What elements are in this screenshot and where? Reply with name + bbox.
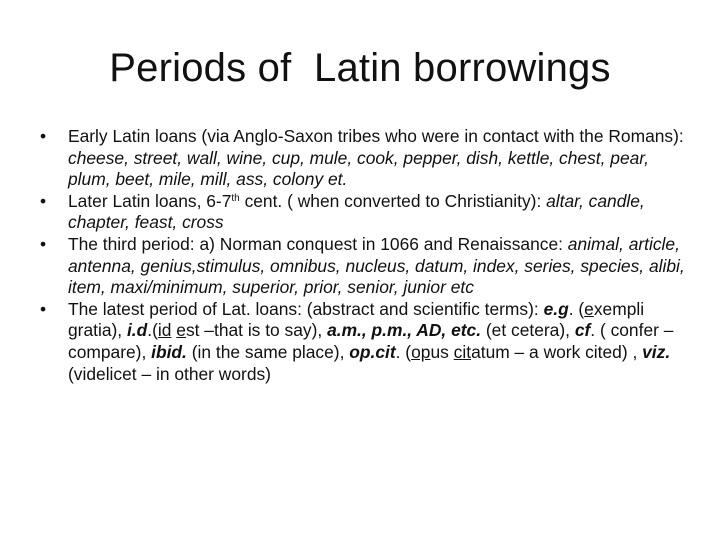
gloss-text: atum – a work cited) , bbox=[471, 341, 643, 362]
bullet-icon: • bbox=[39, 233, 47, 254]
bullet-item-latest-period bbox=[36, 299, 686, 385]
abbr-ibid: ibid. bbox=[151, 341, 187, 362]
bullet-examples: cheese, street, wall, wine, cup, mule, cook, pepper, dish, kettle, chest, pear, plum, beet, mile, mill, ass, colony et. bbox=[68, 147, 649, 190]
underlined-letter: g bbox=[68, 320, 78, 341]
slide-title bbox=[0, 40, 720, 96]
underlined-letter: id bbox=[157, 320, 172, 341]
bullet-item-third-period bbox=[36, 234, 686, 299]
gloss-text: st –that is to say), bbox=[185, 320, 328, 341]
underlined-letter: e bbox=[176, 320, 186, 341]
gloss-text: (videlicet – in other words) bbox=[68, 363, 271, 384]
abbr-cf: cf bbox=[574, 320, 591, 341]
abbr-eg: e.g bbox=[543, 298, 569, 319]
bullet-icon: • bbox=[39, 190, 47, 211]
abbr-viz: viz. bbox=[642, 341, 671, 362]
bullet-text bbox=[68, 191, 686, 234]
gloss-text: ratia), bbox=[77, 320, 127, 341]
punct: . ( bbox=[395, 341, 412, 362]
bullet-item-later-latin bbox=[36, 191, 686, 234]
bullet-lead: The latest period of Lat. loans: (abstract and scientific terms): bbox=[68, 298, 544, 319]
bullet-lead: The third period: a) Norman conquest in 1066 and Renaissance: bbox=[68, 233, 568, 254]
slide-title-text: Periods of Latin borrowings bbox=[109, 46, 611, 90]
bullet-examples: altar, candle, chapter, feast, cross bbox=[68, 190, 645, 233]
bullet-text bbox=[68, 299, 686, 385]
abbr-ie: i.d bbox=[126, 320, 148, 341]
bullet-examples: animal, article, antenna, genius,stimulus, omnibus, nucleus, datum, index, series, species, alibi, item, maxi/minimum, superior, prior, senior, junior etc bbox=[68, 233, 685, 298]
bullet-icon: • bbox=[39, 298, 47, 319]
underlined-letter: cit bbox=[453, 341, 472, 362]
punct: .( bbox=[147, 320, 158, 341]
punct: . ( bbox=[568, 298, 585, 319]
gloss-text: us bbox=[430, 341, 454, 362]
gloss-text: (et cetera), bbox=[481, 320, 575, 341]
abbr-opcit: op.cit bbox=[349, 341, 396, 362]
bullet-lead: Later Latin loans, 6-7 bbox=[68, 190, 232, 211]
abbr-am-pm-ad-etc: a.m., p.m., AD, etc. bbox=[327, 320, 482, 341]
gloss-text: xempli bbox=[593, 298, 645, 319]
underlined-letter: op bbox=[411, 341, 431, 362]
bullet-item-early-latin bbox=[36, 126, 686, 191]
ordinal-suffix: th bbox=[231, 192, 240, 204]
bullet-lead: Early Latin loans (via Anglo-Saxon tribes who were in contact with the Romans): bbox=[68, 126, 684, 146]
bullet-lead-cont: cent. ( when converted to Christianity): bbox=[239, 190, 547, 211]
underlined-letter: e bbox=[584, 298, 594, 319]
slide-content bbox=[36, 126, 686, 385]
bullet-text bbox=[68, 126, 686, 191]
gloss-text: . ( confer – compare), bbox=[68, 320, 674, 362]
gloss-text: (in the same place), bbox=[186, 341, 350, 362]
bullet-text bbox=[68, 234, 686, 299]
bullet-icon: • bbox=[39, 126, 47, 146]
